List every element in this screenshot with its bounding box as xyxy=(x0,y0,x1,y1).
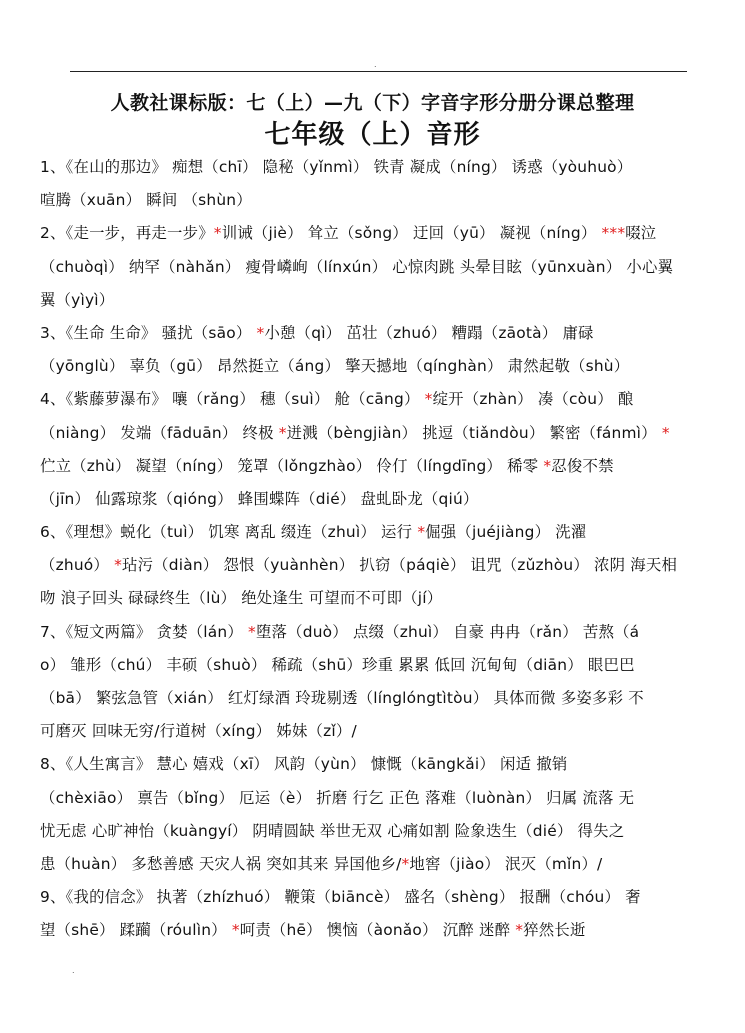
star-marker: *** xyxy=(601,224,626,243)
text-segment: 3、《生命 生命》 骚扰（sāo） xyxy=(40,323,257,342)
text-segment: 绽开（zhàn） 凑（còu） 酿 xyxy=(432,390,634,409)
star-marker: * xyxy=(543,456,552,475)
text-segment: （chèxiāo） 禀告（bǐng） 厄运（è） 折磨 行乞 正色 落难（luònàn） 归属 流落 无 xyxy=(40,788,635,807)
document-subtitle: 人教社课标版：七（上）—九（下）字音字形分册分课总整理 xyxy=(110,92,635,114)
text-segment: 2、《走一步，再走一步》 xyxy=(40,224,214,243)
text-segment: 啜泣 xyxy=(625,224,657,243)
text-segment: 呵责（hē） 懊恼（àonǎo） 沉醉 迷醉 xyxy=(239,921,516,940)
text-line xyxy=(40,151,692,184)
text-segment: 小憩（qì） 茁壮（zhuó） 糟蹋（zāotà） 庸碌 xyxy=(264,323,594,342)
text-line xyxy=(40,317,692,350)
text-segment: 忍俊不禁 xyxy=(551,456,614,475)
star-marker: * xyxy=(256,323,265,342)
text-line xyxy=(40,848,692,881)
text-line xyxy=(40,582,692,615)
text-segment: 1、《在山的那边》 痴想（chī） 隐秘（yǐnmì） 铁青 凝成（níng） 诱惑（yòuhuò） xyxy=(40,158,633,176)
text-line xyxy=(40,383,692,416)
text-line xyxy=(40,815,692,848)
star-marker: * xyxy=(515,921,524,940)
text-line xyxy=(40,450,692,483)
text-segment: 9、《我的信念》 执著（zhízhuó） 鞭策（biāncè） 盛名（shèng） 报酬（chóu） 奢 xyxy=(40,888,641,907)
text-segment: 堕落（duò） 点缀（zhuì） 自豪 冉冉（rǎn） 苦熬（á xyxy=(255,622,640,641)
text-segment: （niàng） 发端（fāduān） 终极 xyxy=(40,423,279,442)
header-rule xyxy=(70,71,687,72)
text-line xyxy=(40,251,692,284)
text-line xyxy=(40,616,692,649)
text-line xyxy=(40,881,692,914)
document-title: 七年级（上）音形 xyxy=(264,120,481,150)
text-segment: 玷污（diàn） 怨恨（yuànhèn） 扒窃（páqiè） 诅咒（zǔzhòu） 浓阴 海天相 xyxy=(121,556,678,575)
text-line xyxy=(40,483,692,516)
text-line xyxy=(40,649,692,682)
star-marker: * xyxy=(231,921,240,940)
text-line xyxy=(40,184,692,217)
text-segment: 翼（yìyì） xyxy=(40,290,115,309)
text-segment: 伫立（zhù） 凝望（níng） 笼罩（lǒngzhào） 伶仃（língdīng） 稀零 xyxy=(40,456,544,475)
text-line xyxy=(40,350,692,383)
star-marker: * xyxy=(114,556,122,575)
text-segment: 忧无虑 心旷神怡（kuàngyí） 阴晴圆缺 举世无双 心痛如割 险象迭生（dié） 得失之 xyxy=(40,821,625,840)
text-segment: 8、《人生寓言》 慧心 嬉戏（xī） 风韵（yùn） 慷慨（kāngkǎi） 闲适 撤销 xyxy=(40,755,568,774)
text-line xyxy=(40,715,692,748)
star-marker: * xyxy=(424,390,433,409)
text-segment: 患（huàn） 多愁善感 天灾人祸 突如其来 异国他乡/ xyxy=(40,854,402,873)
text-segment: （bā） 繁弦急管（xián） 红灯绿酒 玲珑剔透（línglóngtìtòu） 具体而微 多姿多彩 不 xyxy=(40,689,644,707)
text-line xyxy=(40,417,692,450)
star-marker: * xyxy=(417,523,426,542)
text-line xyxy=(40,284,692,317)
text-line xyxy=(40,782,692,815)
star-marker: * xyxy=(248,622,256,641)
text-segment: 倔强（juéjiàng） 洗濯 xyxy=(425,523,587,542)
text-line xyxy=(40,748,692,781)
text-segment: 喧腾（xuān） 瞬间 （shùn） xyxy=(40,191,252,210)
text-line xyxy=(40,549,692,582)
text-segment: o） 雏形（chú） 丰硕（shuò） 稀疏（shū）珍重 累累 低回 沉甸甸（diān） 眼巴巴 xyxy=(40,655,635,674)
vocabulary-list xyxy=(40,151,692,948)
text-line xyxy=(40,217,692,250)
text-segment: （jīn） 仙露琼浆（qióng） 蜂围蝶阵（dié） 盘虬卧龙（qiú） xyxy=(40,489,479,508)
text-segment: 猝然长逝 xyxy=(523,921,586,940)
text-segment: 训诫（jiè） 耸立（sǒng） 迂回（yū） 凝视（níng） xyxy=(221,224,602,243)
text-line xyxy=(40,682,692,715)
text-segment: 6、《理想》蜕化（tuì） 饥寒 离乱 缀连（zhuì） 运行 xyxy=(40,523,418,542)
text-line xyxy=(40,516,692,549)
text-segment: 地窖（jiào） 泯灭（mǐn）/ xyxy=(409,854,603,873)
text-segment: 吻 浪子回头 碌碌终生（lù） 绝处逢生 可望而不可即（jí） xyxy=(40,589,443,608)
star-marker: * xyxy=(401,854,410,873)
text-segment: 迸溅（bèngjiàn） 挑逗（tiǎndòu） 繁密（fánmì） xyxy=(286,423,662,442)
footer-dot: . xyxy=(72,966,75,975)
text-segment: 7、《短文两篇》 贪婪（lán） xyxy=(40,622,249,641)
star-marker: * xyxy=(213,224,222,243)
text-segment: （yōnglù） 辜负（gū） 昂然挺立（áng） 擎天撼地（qínghàn） 肃然起敬（shù） xyxy=(40,357,630,376)
text-segment: （zhuó） xyxy=(40,556,115,575)
text-segment: 4、《紫藤萝瀑布》 嚷（rǎng） 穗（suì） 舱（cāng） xyxy=(40,390,425,409)
text-line xyxy=(40,914,692,947)
text-segment: （chuòqì） 纳罕（nàhǎn） 瘦骨嶙峋（línxún） 心惊肉跳 头晕目眩（yūnxuàn） 小心翼 xyxy=(40,257,674,276)
star-marker: * xyxy=(661,423,670,442)
header-dot: . xyxy=(374,60,377,69)
text-segment: 可磨灭 回味无穷/行道树（xíng） 姊妹（zǐ）/ xyxy=(40,722,357,741)
star-marker: * xyxy=(278,423,287,442)
text-segment: 望（shē） 蹂躏（róulìn） xyxy=(40,921,232,940)
